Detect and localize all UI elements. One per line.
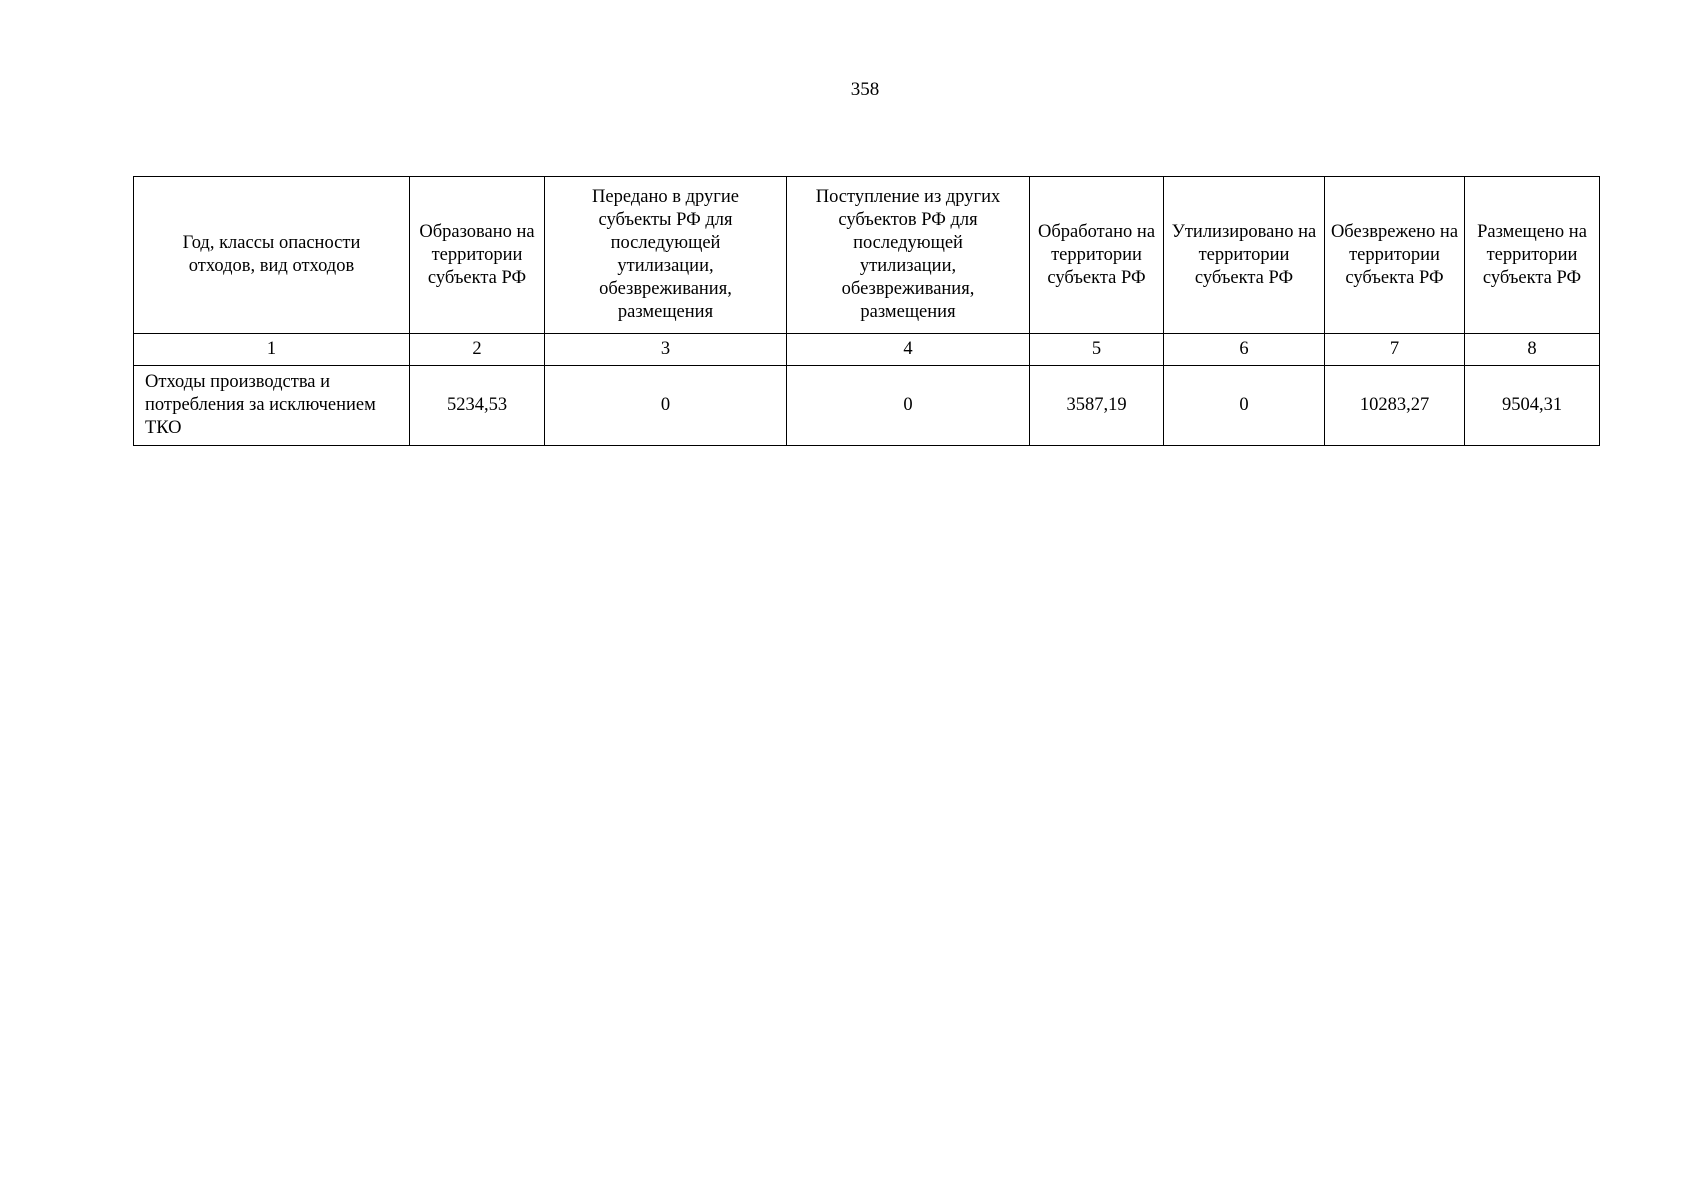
column-number: 7 (1325, 334, 1465, 366)
page-number: 358 (850, 79, 880, 100)
column-header: Обработано на территории субъекта РФ (1030, 177, 1164, 334)
column-header: Размещено на территории субъекта РФ (1465, 177, 1600, 334)
waste-table (133, 176, 1600, 446)
column-header: Передано в другие субъекты РФ для последующей утилизации, обезвреживания, размещения (545, 177, 787, 334)
column-number: 3 (545, 334, 787, 366)
column-header: Утилизировано на территории субъекта РФ (1164, 177, 1325, 334)
column-number: 1 (134, 334, 410, 366)
cell-value: 0 (787, 366, 1030, 446)
column-header: Поступление из других субъектов РФ для последующей утилизации, обезвреживания, размещения (787, 177, 1030, 334)
cell-value: 0 (1164, 366, 1325, 446)
row-label: Отходы производства и потребления за исключением ТКО (134, 366, 410, 446)
column-number: 4 (787, 334, 1030, 366)
cell-value: 10283,27 (1325, 366, 1465, 446)
table-header-row (134, 177, 1600, 334)
table-row (134, 366, 1600, 446)
cell-value: 5234,53 (410, 366, 545, 446)
column-number: 5 (1030, 334, 1164, 366)
column-header: Год, классы опасности отходов, вид отходов (134, 177, 410, 334)
column-number: 6 (1164, 334, 1325, 366)
column-header: Образовано на территории субъекта РФ (410, 177, 545, 334)
column-number: 8 (1465, 334, 1600, 366)
cell-value: 0 (545, 366, 787, 446)
cell-value: 9504,31 (1465, 366, 1600, 446)
cell-value: 3587,19 (1030, 366, 1164, 446)
column-number-row (134, 334, 1600, 366)
column-header: Обезврежено на территории субъекта РФ (1325, 177, 1465, 334)
column-number: 2 (410, 334, 545, 366)
